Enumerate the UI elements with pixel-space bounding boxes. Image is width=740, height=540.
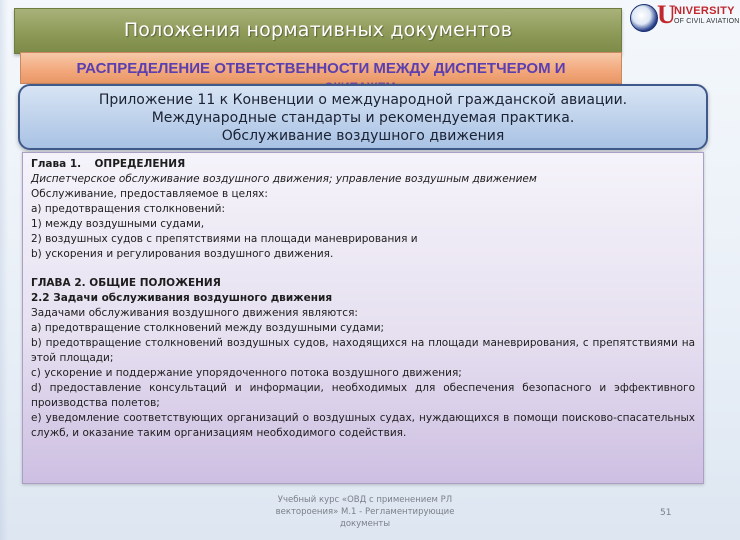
ch2-line: b) предотвращение столкновений воздушных судов, находящихся на площади маневрирования, с препятствиями на этой площади;: [31, 337, 695, 364]
content-text: [31, 157, 695, 441]
ch1-line: b) ускорения и регулирования воздушного движения.: [31, 248, 334, 260]
logo-letter-u: U: [657, 0, 676, 29]
chapter-1-title: ОПРЕДЕЛЕНИЯ: [94, 158, 186, 170]
ch1-line: 2) воздушных судов с препятствиями на площади маневрирования и: [31, 233, 418, 245]
footer-course: [250, 494, 480, 530]
ch2-line: e) уведомление соответствующих организаций о воздушных судах, нуждающихся в помощи поисково-спасательных служб, и оказание таким организациям необходимого содействия.: [31, 412, 695, 439]
logo-word: NIVERSITY: [674, 5, 735, 17]
globe-icon: [630, 4, 658, 32]
footer-line-1: Учебный курс «ОВД с применением РЛ: [277, 495, 453, 505]
section-2-2-heading: 2.2 Задачи обслуживания воздушного движения: [31, 292, 333, 304]
ch1-line: 1) между воздушными судами,: [31, 218, 205, 230]
chapter-1-number: Глава 1.: [31, 158, 82, 170]
ch2-line: d) предоставление консультаций и информации, необходимых для обеспечения безопасного и эффективного производства полетов;: [31, 382, 695, 409]
reference-line-3: Обслуживание воздушного движения: [221, 128, 505, 144]
title-bar: [14, 8, 622, 54]
reference-line-2: Международные стандарты и рекомендуемая практика.: [151, 110, 575, 126]
slide-title: Положения нормативных документов: [123, 19, 513, 41]
reference-line-1: Приложение 11 к Конвенции о международной гражданской авиации.: [98, 92, 628, 108]
background-shade: [0, 0, 8, 540]
ch1-line: Обслуживание, предоставляемое в целях:: [31, 188, 268, 200]
section-band: [20, 52, 622, 84]
document-reference-box: [18, 84, 708, 150]
content-panel: [22, 152, 704, 484]
chapter-2-heading: ГЛАВА 2. ОБЩИЕ ПОЛОЖЕНИЯ: [31, 277, 221, 289]
logo-subtitle: OF CIVIL AVIATION: [674, 18, 740, 25]
university-logo: [630, 0, 740, 40]
spacer: [31, 262, 695, 276]
definition-term: Диспетчерское обслуживание воздушного движения; управление воздушным движением: [31, 173, 537, 185]
chapter-1-heading: [31, 157, 695, 172]
ch2-line: a) предотвращение столкновений между воздушными судами;: [31, 322, 385, 334]
page-number: 51: [660, 508, 672, 518]
footer-line-3: документы: [339, 519, 391, 529]
footer-line-2: вектороения» М.1 - Регламентирующие: [275, 507, 455, 517]
ch1-line: a) предотвращения столкновений:: [31, 203, 225, 215]
ch2-line: Задачами обслуживания воздушного движения являются:: [31, 307, 358, 319]
ch2-line: c) ускорение и поддержание упорядоченного потока воздушного движения;: [31, 367, 462, 379]
section-band-text: РАСПРЕДЕЛЕНИЕ ОТВЕТСТВЕННОСТИ МЕЖДУ ДИСПЕТЧЕРОМ И: [76, 60, 566, 77]
